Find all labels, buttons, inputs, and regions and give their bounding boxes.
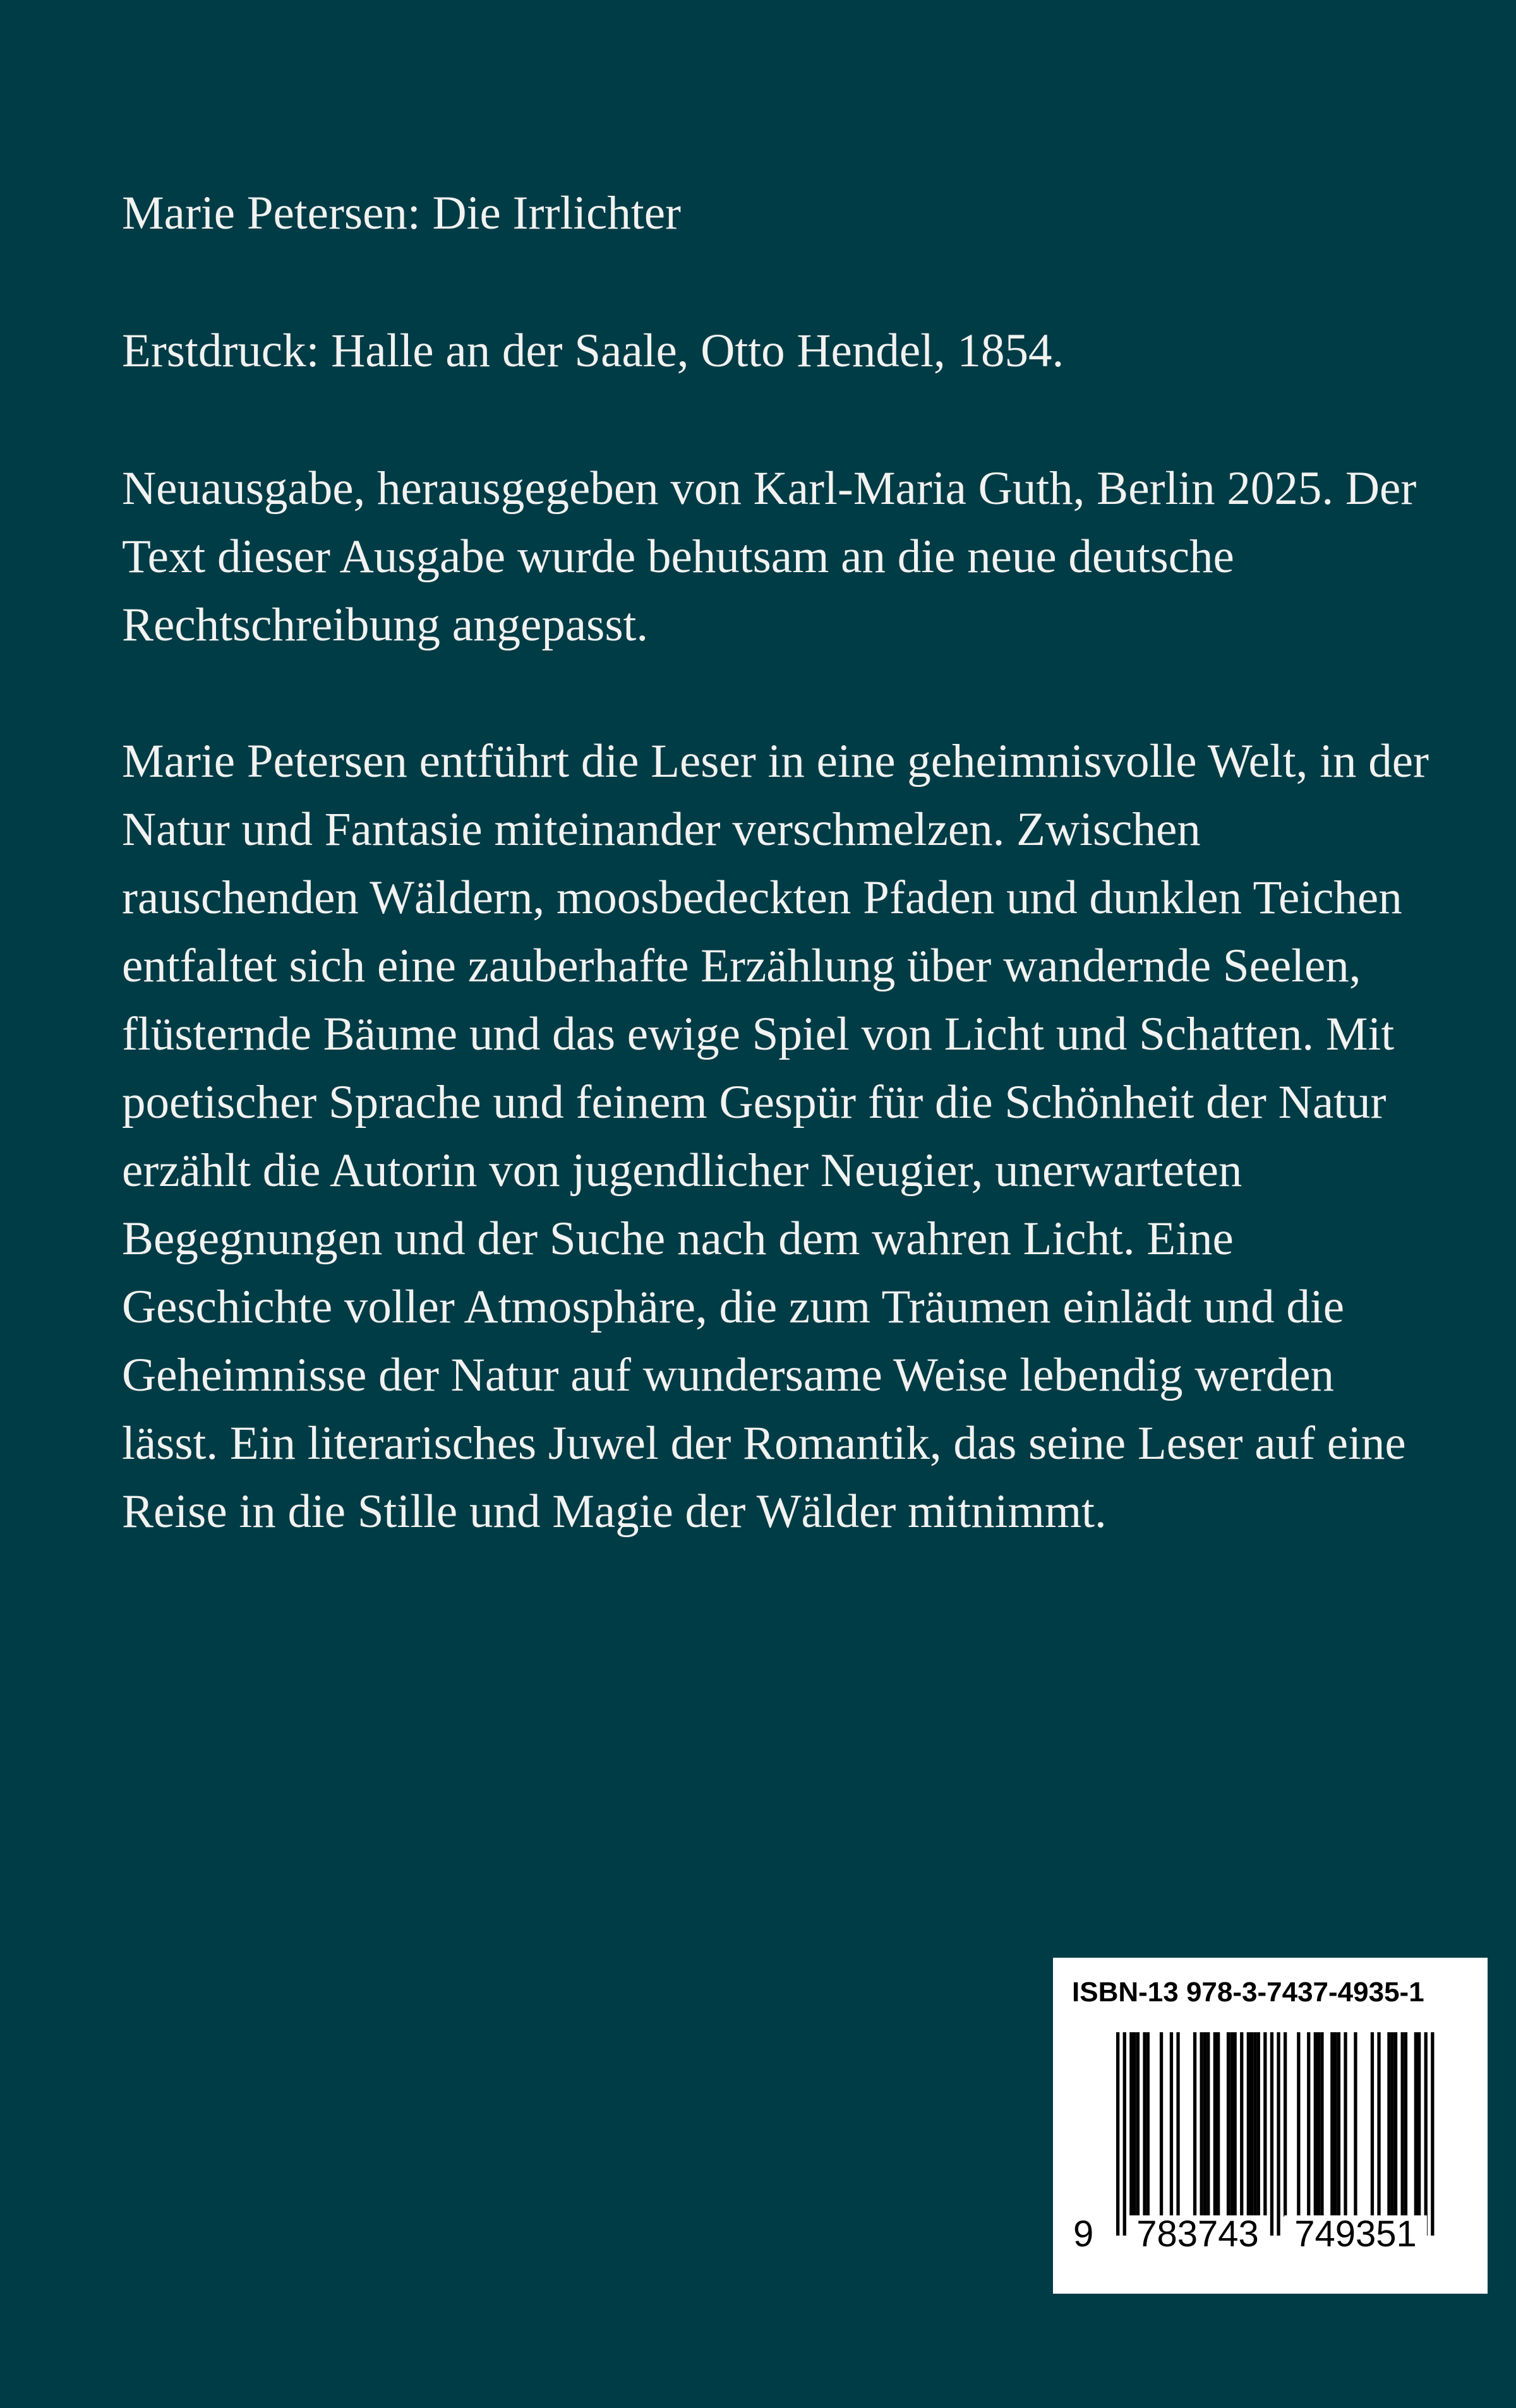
barcode-bar	[1206, 2032, 1210, 2217]
barcode-bar	[1270, 2032, 1273, 2236]
first-print-note: Erstdruck: Halle an der Saale, Otto Hendel, 1854.	[122, 325, 1064, 377]
barcode-bar	[1334, 2032, 1337, 2217]
barcode-bar	[1297, 2032, 1300, 2217]
barcode-bar	[1391, 2032, 1394, 2217]
barcode-bar	[1404, 2032, 1407, 2217]
barcode-bar	[1394, 2032, 1397, 2217]
barcode-bar	[1414, 2032, 1417, 2217]
barcode-bar	[1116, 2032, 1119, 2236]
barcode-bar	[1217, 2032, 1220, 2217]
barcode-bar	[1247, 2032, 1250, 2217]
barcode-bar	[1123, 2032, 1126, 2236]
isbn-barcode-box	[1053, 1958, 1488, 2294]
barcode-bar	[1133, 2032, 1136, 2217]
barcode-bar	[1203, 2032, 1206, 2217]
barcode-bar	[1176, 2032, 1179, 2217]
barcode-bar	[1253, 2032, 1256, 2217]
barcode-bar	[1307, 2032, 1310, 2217]
barcode-bar	[1317, 2032, 1320, 2217]
barcode-bar	[1230, 2032, 1233, 2217]
barcode-digits-right: 749351	[1284, 2215, 1427, 2253]
barcode-bar	[1371, 2032, 1374, 2217]
barcode-bar	[1263, 2032, 1266, 2217]
barcode-bar	[1330, 2032, 1333, 2217]
barcode-bar	[1250, 2032, 1253, 2217]
barcode-bar	[1227, 2032, 1230, 2217]
barcode-bar	[1136, 2032, 1140, 2217]
title-line: Marie Petersen: Die Irrlichter	[122, 187, 682, 239]
barcode-bar	[1160, 2032, 1163, 2217]
barcode-digits-left: 783743	[1126, 2215, 1269, 2253]
barcode-bar	[1284, 2032, 1287, 2217]
barcode-bar	[1314, 2032, 1317, 2217]
barcode-bar	[1354, 2032, 1357, 2217]
barcode-bar	[1387, 2032, 1390, 2217]
barcode-bar	[1240, 2032, 1243, 2217]
isbn-label: ISBN-13 978-3-7437-4935-1	[1072, 1977, 1424, 2008]
barcode-bar	[1417, 2032, 1421, 2217]
barcode-bar	[1424, 2032, 1428, 2236]
barcode-bar	[1257, 2032, 1260, 2217]
barcode-bar	[1320, 2032, 1323, 2217]
barcode-bar	[1170, 2032, 1173, 2217]
barcode-digit-first: 9	[1073, 2213, 1094, 2255]
barcode-bar	[1401, 2032, 1404, 2217]
barcode-bar	[1146, 2032, 1150, 2217]
barcode-bar	[1193, 2032, 1196, 2217]
book-blurb: Marie Petersen entführt die Leser in eine geheimnisvolle Welt, in der Natur und Fantasie miteinander verschmelzen. Zwischen rauschenden Wäldern, moosbedeckten Pfaden und dunklen Teichen entfaltet sich eine zauberhafte Erzählung über wandernde Seelen, flüsternde Bäume und das ewige Spiel von Licht und Schatten. Mit poetischer Sprache und feinem Gespür für die Schönheit der Natur erzählt die Autorin von jugendlicher Neugier, unerwarteten Begegnungen und der Suche nach dem wahren Licht. Eine Geschichte voller Atmosphäre, die zum Träumen einlädt und die Geheimnisse der Natur auf wundersame Weise lebendig werden lässt. Ein literarisches Juwel der Romantik, das seine Leser auf eine Reise in die Stille und Magie der Wälder mitnimmt.	[122, 735, 1429, 1538]
barcode-bar	[1377, 2032, 1380, 2217]
barcode-bar	[1277, 2032, 1280, 2236]
barcode-bar	[1337, 2032, 1340, 2217]
barcode-bar	[1431, 2032, 1434, 2236]
barcode-bar	[1129, 2032, 1133, 2217]
barcode-bar	[1344, 2032, 1347, 2217]
barcode-bar	[1200, 2032, 1203, 2217]
barcode-bar	[1143, 2032, 1146, 2217]
barcode-bar	[1234, 2032, 1237, 2217]
barcode-bar	[1213, 2032, 1217, 2217]
edition-note: Neuausgabe, herausgegeben von Karl-Maria Guth, Berlin 2025. Der Text dieser Ausgabe wurde behutsam an die neue deutsche Rechtschreibung angepasst.	[122, 462, 1417, 651]
